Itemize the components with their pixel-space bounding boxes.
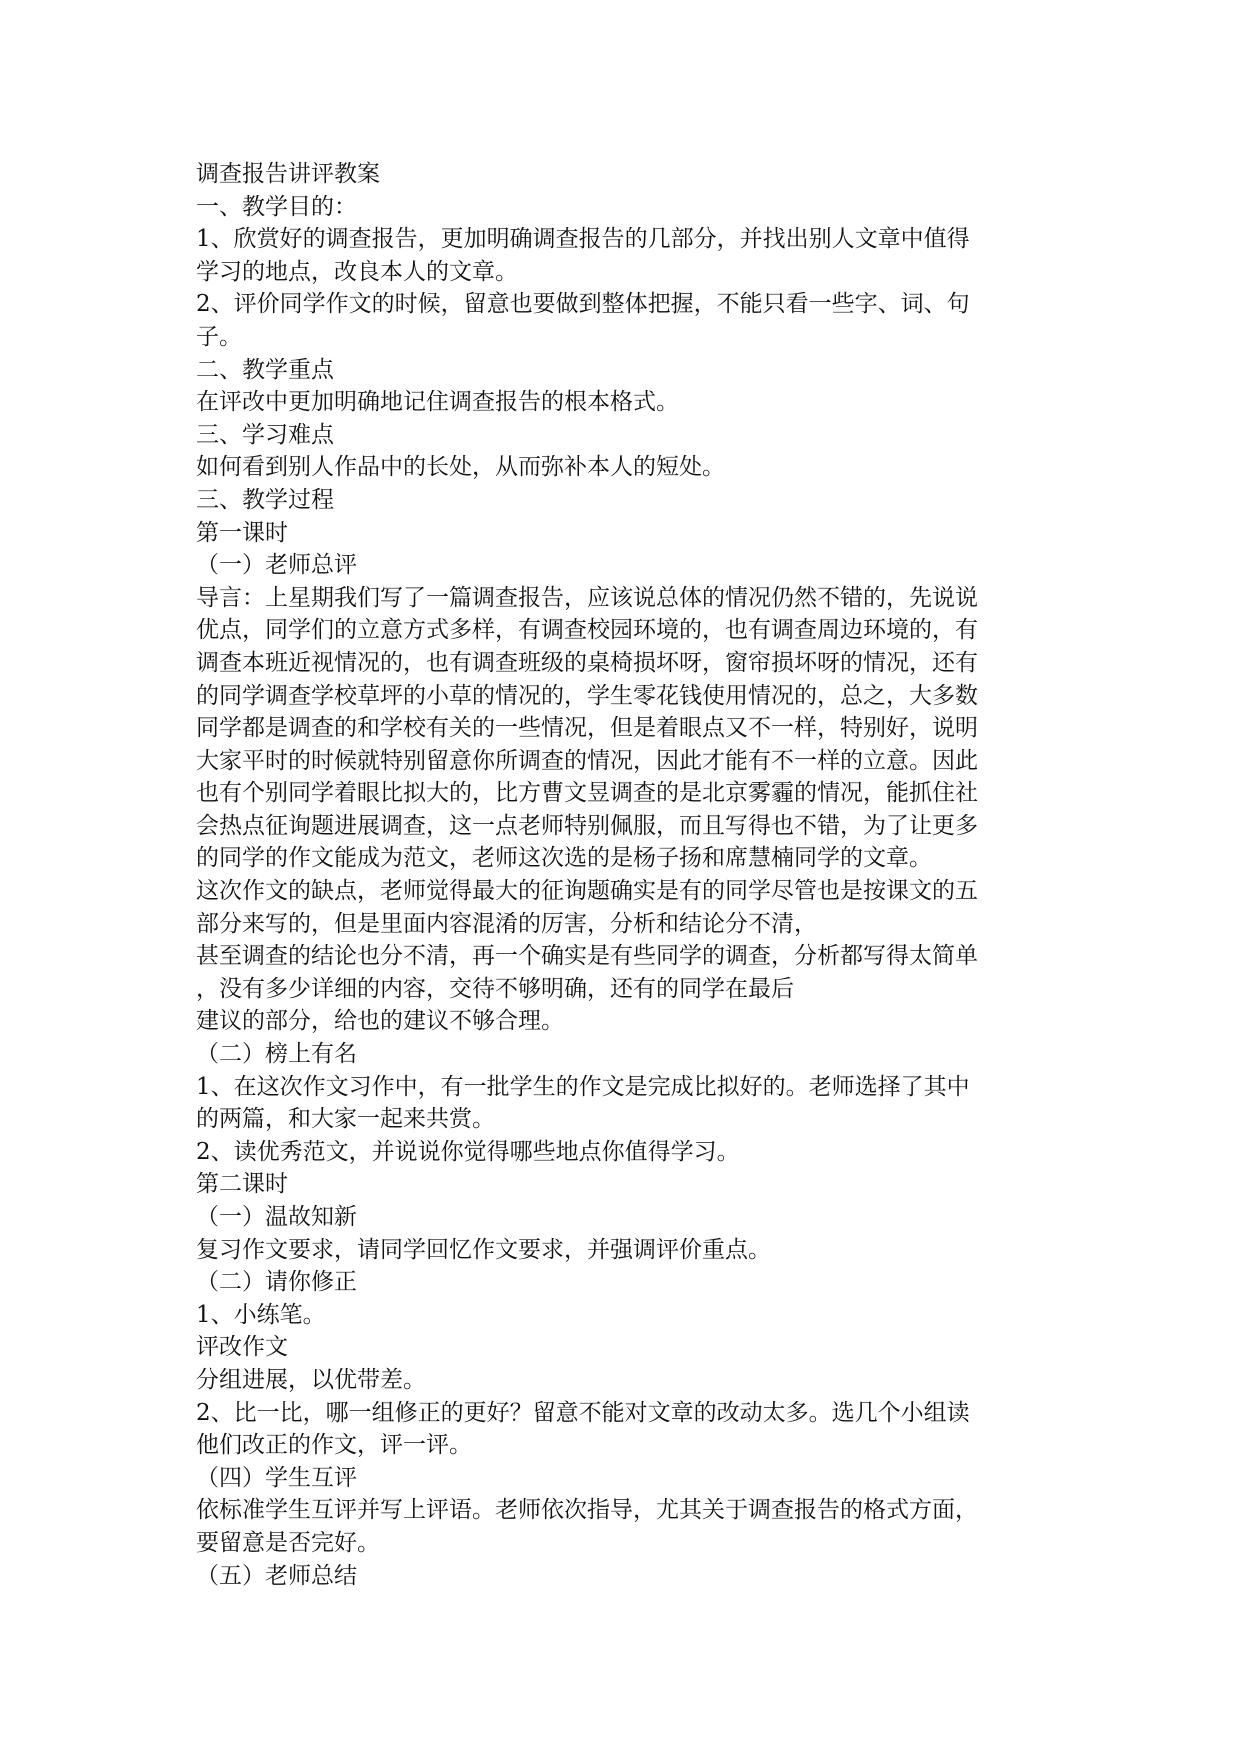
text-line: （一）老师总评 (196, 552, 357, 579)
text-line: 子。 (196, 323, 242, 350)
text-line: 一、教学目的： (196, 193, 357, 220)
text-line: 学习的地点，改良本人的文章。 (196, 258, 518, 285)
text-line: 如何看到别人作品中的长处，从而弥补本人的短处。 (196, 454, 725, 481)
text-line: （一）温故知新 (196, 1204, 357, 1230)
text-line: 三、学习难点 (196, 421, 334, 448)
text-line: 评改作文 (196, 1334, 288, 1361)
text-line: 依标准学生互评并写上评语。老师依次指导，尤其关于调查报告的格式方面， (196, 1497, 978, 1524)
text-line: 2、读优秀范文，并说说你觉得哪些地点你值得学习。 (196, 1138, 740, 1165)
text-line: 1、欣赏好的调查报告，更加明确调查报告的几部分，并找出别人文章中值得 (196, 226, 970, 253)
text-line: 也有个别同学着眼比拟大的，比方曹文昱调查的是北京雾霾的情况，能抓住社 (196, 780, 978, 807)
text-line: 第二课时 (196, 1171, 288, 1198)
text-line: 同学都是调查的和学校有关的一些情况，但是着眼点又不一样，特别好，说明 (196, 715, 978, 742)
text-line: 要留意是否完好。 (196, 1529, 380, 1556)
document-body (196, 191, 1056, 1593)
text-line: 会热点征询题进展调查，这一点老师特别佩服，而且写得也不错，为了让更多 (196, 812, 978, 839)
text-line: 的两篇，和大家一起来共赏。 (196, 1106, 495, 1133)
text-line: 建议的部分，给也的建议不够合理。 (196, 1008, 564, 1035)
text-line: 1、在这次作文习作中，有一批学生的作文是完成比拟好的。老师选择了其中 (196, 1073, 970, 1100)
text-line: 大家平时的时候就特别留意你所调查的情况，因此才能有不一样的立意。因此 (196, 747, 978, 774)
document-title: 调查报告讲评教案 (196, 161, 380, 187)
document-page (196, 158, 1056, 1592)
text-line: 复习作文要求，请同学回忆作文要求，并强调评价重点。 (196, 1236, 771, 1263)
text-line: 二、教学重点 (196, 356, 334, 383)
text-line: 这次作文的缺点，老师觉得最大的征询题确实是有的同学尽管也是按课文的五 (196, 878, 978, 905)
text-line: 导言：上星期我们写了一篇调查报告，应该说总体的情况仍然不错的，先说说 (196, 584, 978, 611)
text-line: 部分来写的，但是里面内容混淆的厉害，分析和结论分不清， (196, 910, 817, 937)
text-line: 优点，同学们的立意方式多样，有调查校园环境的，也有调查周边环境的，有 (196, 617, 978, 644)
text-line: ，没有多少详细的内容，交待不够明确，还有的同学在最后 (196, 975, 794, 1002)
text-line: 的同学调查学校草坪的小草的情况的，学生零花钱使用情况的，总之，大多数 (196, 682, 978, 709)
text-line: 在评改中更加明确地记住调查报告的根本格式。 (196, 389, 679, 416)
text-line: 分组进展，以优带差。 (196, 1366, 426, 1393)
text-line: 调查本班近视情况的，也有调查班级的桌椅损坏呀，窗帘损坏呀的情况，还有 (196, 649, 978, 676)
text-line: 2、评价同学作文的时候，留意也要做到整体把握，不能只看一些字、词、句 (196, 291, 970, 318)
text-line: 1、小练笔。 (196, 1301, 326, 1328)
text-line: 甚至调查的结论也分不清，再一个确实是有些同学的调查，分析都写得太简单 (196, 943, 978, 970)
text-line: 2、比一比，哪一组修正的更好？留意不能对文章的改动太多。选几个小组读 (196, 1399, 970, 1426)
text-line: 三、教学过程 (196, 486, 334, 513)
text-line: （二）请你修正 (196, 1269, 357, 1296)
text-line: 的同学的作文能成为范文，老师这次选的是杨子扬和席慧楠同学的文章。 (196, 845, 932, 872)
text-line: 他们改正的作文，评一评。 (196, 1432, 472, 1459)
text-line: 第一课时 (196, 519, 288, 546)
text-line: （二）榜上有名 (196, 1041, 357, 1068)
text-line: （五）老师总结 (196, 1562, 357, 1589)
text-line: （四）学生互评 (196, 1464, 357, 1491)
